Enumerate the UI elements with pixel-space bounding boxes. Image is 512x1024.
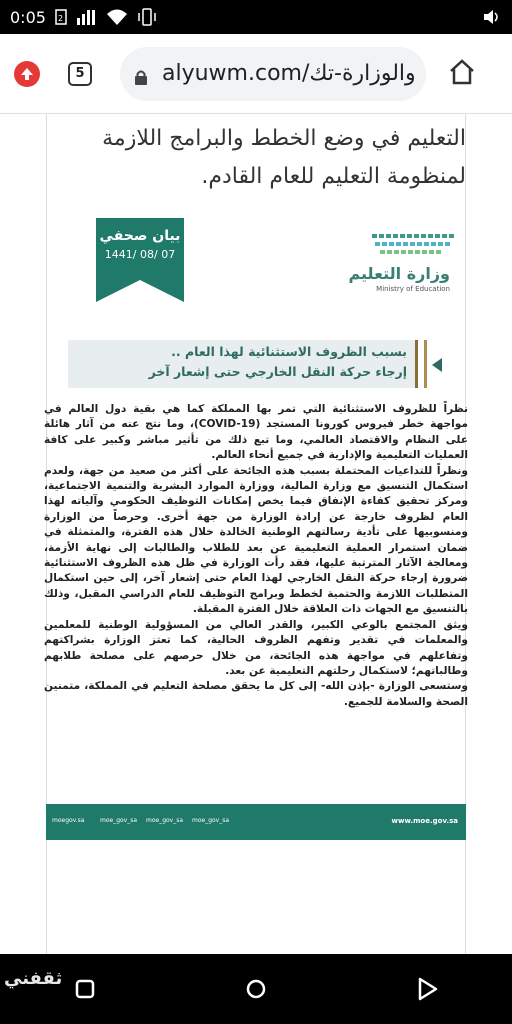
sim-icon [54, 8, 68, 26]
subheading-accent-bar [424, 340, 427, 388]
page-content[interactable] [0, 114, 512, 954]
badge-title: بيان صحفي [99, 228, 181, 244]
home-icon [448, 58, 476, 86]
footer-website: www.moe.gov.sa [391, 817, 458, 825]
wifi-icon [106, 8, 128, 26]
ministry-logo [320, 232, 460, 302]
tab-switcher-button[interactable]: 5 [68, 62, 92, 86]
logo-dots-icon [372, 232, 456, 258]
footer-handle: moe_gov_sa [146, 817, 184, 824]
status-bar [0, 0, 512, 34]
lock-icon [134, 66, 148, 82]
watermark-text: ثقفني [4, 968, 63, 989]
triangle-back-icon [416, 977, 438, 1001]
press-release-body [44, 402, 468, 710]
upgrade-button[interactable] [14, 61, 40, 87]
subheading-line-1: بسبب الظروف الاستثنائية لهذا العام .. [171, 344, 407, 359]
logo-english-text: Ministry of Education [376, 285, 450, 293]
badge-date: 1441/ 08/ 07 [104, 248, 176, 261]
circle-icon [245, 978, 267, 1000]
home-nav-button[interactable] [236, 969, 276, 1009]
url-text: alyuwm.com/والوزارة-تك [162, 61, 416, 86]
browser-toolbar [0, 34, 512, 114]
paragraph: ويثق المجتمع بالوعي الكبير، والقدر العالي من المسؤولية الوطنية للمعلمين والمعلمات في تقدير وتفهم الظروف الحالية، كما تعتز الوزارة بشراكتهم وتفاعلهم في مواجهة هذه الجائحة، من خلال حرصهم على مصلحة طلابهم وطالباتهم؛ لاستكمال رحلتهم التعليمية عن بعد. [44, 618, 468, 677]
paragraph: نظراً للظروف الاستثنائية التي تمر بها المملكة كما هي بقية دول العالم في مواجهة خطر فيروس كورونا المستجد (COVID-19)، وما نتج عنه من آثار هائلة على النظام والاقتصاد العالمي، وما تبع ذلك من تأثير مباشر وكبير على كافة العمليات التعليمية والإدارية في جميع أنحاء العالم. [44, 403, 468, 462]
paragraph: وستسعى الوزارة -بإذن الله- إلى كل ما يحقق مصلحة التعليم في المملكة، متمنين الصحة والسلامة للجميع. [44, 680, 468, 708]
system-nav-bar [0, 954, 512, 1024]
footer-handle: moe_gov_sa [192, 817, 230, 824]
subheading-box [68, 340, 418, 388]
subheading-line-2: إرجاء حركة النقل الخارجي حتى إشعار آخر [148, 364, 407, 379]
signal-icon [76, 8, 98, 26]
footer-handle: moegov.sa [52, 817, 85, 824]
vibrate-icon [136, 8, 158, 26]
back-button[interactable] [407, 969, 447, 1009]
home-button[interactable] [448, 58, 476, 90]
square-icon [75, 979, 95, 999]
document-footer [46, 804, 466, 840]
address-bar[interactable] [120, 47, 426, 101]
recents-button[interactable] [65, 969, 105, 1009]
footer-handle: moe_gov_sa [100, 817, 138, 824]
arrow-up-icon [20, 67, 34, 81]
logo-arabic-text: وزارة التعليم [348, 264, 450, 283]
article-headline: التعليم في وضع الخطط والبرامج اللازمة لمنظومة التعليم للعام القادم. [102, 126, 466, 189]
volume-icon [482, 8, 502, 26]
clock: 0:05 [10, 7, 46, 27]
svg-text:2: 2 [57, 14, 64, 23]
triangle-left-icon [432, 358, 442, 372]
paragraph: ونظراً للتداعيات المحتملة بسبب هذه الجائحة على أكثر من صعيد من جهة، ولعدم استكمال التنسيق مع وزارة المالية، ووزارة الموارد البشرية والتنمية الاجتماعية، ومركز تحقيق كفاءة الإنفاق فيما يخص إمكانات التوظيف الحكومي وآلياته لهذا العام لظروف خارجة عن إرادة الوزارة من جهة أخرى. وحرصاً من الوزارة ومنسوبيها على تأدية رسالتهم الوطنية الخالدة خلال هذه الفترة، والمتمثلة في ضمان استمرار العملية التعليمية عن بعد للطلاب والطالبات إلى نهاية الأزمة، ومعالجة الآثار المترتبة عليها، فقد رأت الوزارة في ظل هذه الظروف الاستثنائية ضرورة إرجاء حركة النقل الخارجي لهذا العام حتى إشعار آخر، إلى حين استكمال المتطلبات اللازمة والحتمية لخطط وبرامج التوظيف للعام الدراسي المقبل، وذلك بالتنسيق مع الجهات ذات العلاقة خلال الفترة المقبلة. [44, 464, 468, 616]
